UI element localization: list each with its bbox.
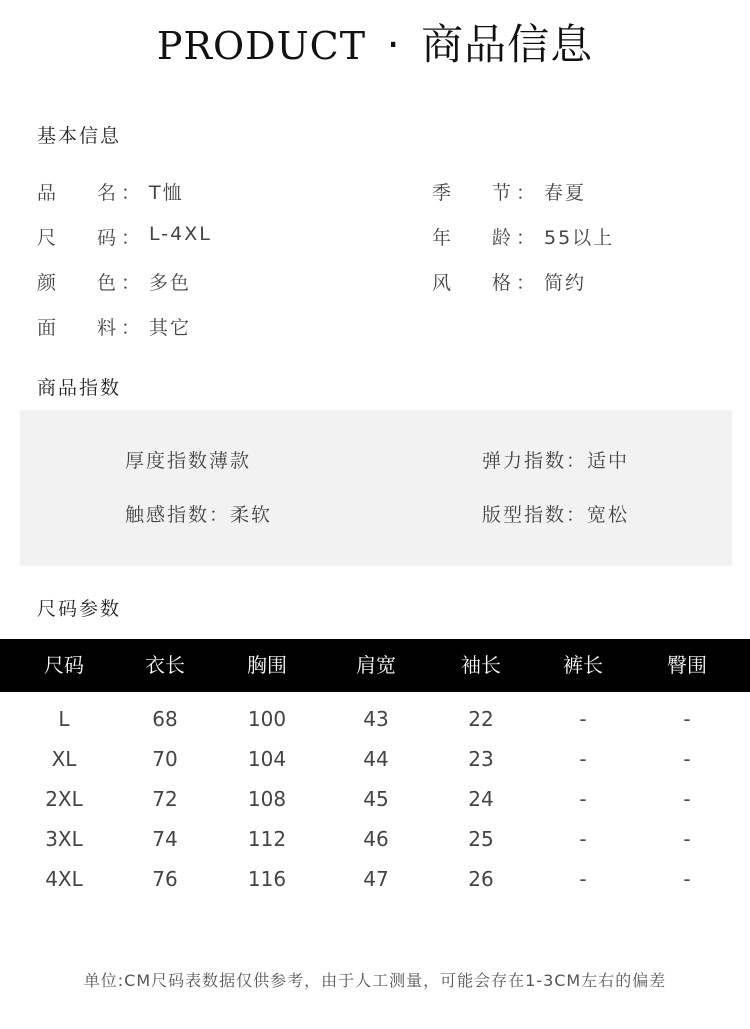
index-panel (20, 410, 732, 566)
table-cell: 108 (247, 787, 287, 811)
info-key1: 风 (432, 272, 452, 294)
table-cell: 2XL (45, 787, 83, 811)
table-cell: 68 (152, 707, 178, 731)
table-cell: - (579, 827, 587, 851)
table-cell: 70 (152, 747, 178, 771)
size-title: 尺码参数 (37, 598, 122, 620)
table-cell: 26 (468, 867, 494, 891)
header-cell: 臀围 (667, 653, 707, 677)
header-cell: 裤长 (563, 653, 603, 677)
info-colon: ： (516, 272, 536, 294)
info-key1: 年 (432, 227, 452, 249)
info-value: 春夏 (544, 182, 587, 204)
table-cell: - (579, 747, 587, 771)
table-cell: - (579, 787, 587, 811)
header-cell: 肩宽 (356, 653, 396, 677)
table-cell: 112 (247, 827, 287, 851)
header-title-cn: 商品信息 (421, 20, 594, 69)
table-cell: 25 (468, 827, 494, 851)
info-key2: 码 (97, 227, 117, 249)
header-cell: 衣长 (145, 653, 185, 677)
info-value: 其它 (149, 317, 192, 339)
info-value: T恤 (149, 182, 184, 204)
info-value: 多色 (149, 272, 192, 294)
table-cell: - (683, 787, 691, 811)
table-cell: 116 (247, 867, 287, 891)
info-key2: 节 (492, 182, 512, 204)
table-cell: 104 (247, 747, 287, 771)
table-cell: 100 (247, 707, 287, 731)
table-cell: L (58, 707, 70, 731)
basic-info-title: 基本信息 (37, 125, 122, 147)
info-colon: ： (121, 272, 141, 294)
table-cell: - (683, 867, 691, 891)
info-value: 55以上 (544, 227, 615, 249)
header-title-en: PRODUCT (156, 24, 367, 68)
table-cell: - (683, 707, 691, 731)
info-key1: 季 (432, 182, 452, 204)
index-fit: 版型指数：宽松 (482, 504, 630, 526)
size-table-header (0, 639, 750, 692)
info-key1: 颜 (37, 272, 57, 294)
table-cell: 46 (363, 827, 389, 851)
page-header (0, 12, 750, 72)
table-cell: - (683, 747, 691, 771)
table-cell: 43 (363, 707, 389, 731)
info-key2: 龄 (492, 227, 512, 249)
info-colon: ： (121, 317, 141, 339)
index-touch: 触感指数：柔软 (125, 504, 273, 526)
info-value: 简约 (544, 272, 587, 294)
table-cell: 44 (363, 747, 389, 771)
table-cell: 76 (152, 867, 178, 891)
info-colon: ： (121, 182, 141, 204)
info-key1: 尺 (37, 227, 57, 249)
table-cell: 47 (363, 867, 389, 891)
info-key2: 名 (97, 182, 117, 204)
header-dot: · (386, 20, 401, 69)
index-thickness: 厚度指数薄款 (125, 450, 252, 472)
table-cell: 3XL (45, 827, 83, 851)
info-key2: 料 (97, 317, 117, 339)
table-cell: XL (51, 747, 77, 771)
info-colon: ： (516, 182, 536, 204)
table-cell: 4XL (45, 867, 83, 891)
table-cell: 24 (468, 787, 494, 811)
info-colon: ： (121, 227, 141, 249)
info-colon: ： (516, 227, 536, 249)
info-value: L-4XL (149, 223, 212, 245)
table-cell: - (579, 867, 587, 891)
index-elasticity: 弹力指数：适中 (482, 450, 630, 472)
table-cell: - (683, 827, 691, 851)
table-cell: - (579, 707, 587, 731)
size-note: 单位:CM尺码表数据仅供参考，由于人工测量，可能会存在1-3CM左右的偏差 (83, 971, 667, 990)
table-cell: 74 (152, 827, 178, 851)
info-key1: 面 (37, 317, 57, 339)
info-key2: 色 (97, 272, 117, 294)
info-key2: 格 (492, 272, 512, 294)
index-title: 商品指数 (37, 377, 122, 399)
table-cell: 45 (363, 787, 389, 811)
table-cell: 72 (152, 787, 178, 811)
table-cell: 22 (468, 707, 494, 731)
header-cell: 袖长 (461, 653, 501, 677)
table-cell: 23 (468, 747, 494, 771)
info-key1: 品 (37, 182, 57, 204)
header-cell: 胸围 (247, 653, 287, 677)
header-cell: 尺码 (44, 653, 84, 677)
